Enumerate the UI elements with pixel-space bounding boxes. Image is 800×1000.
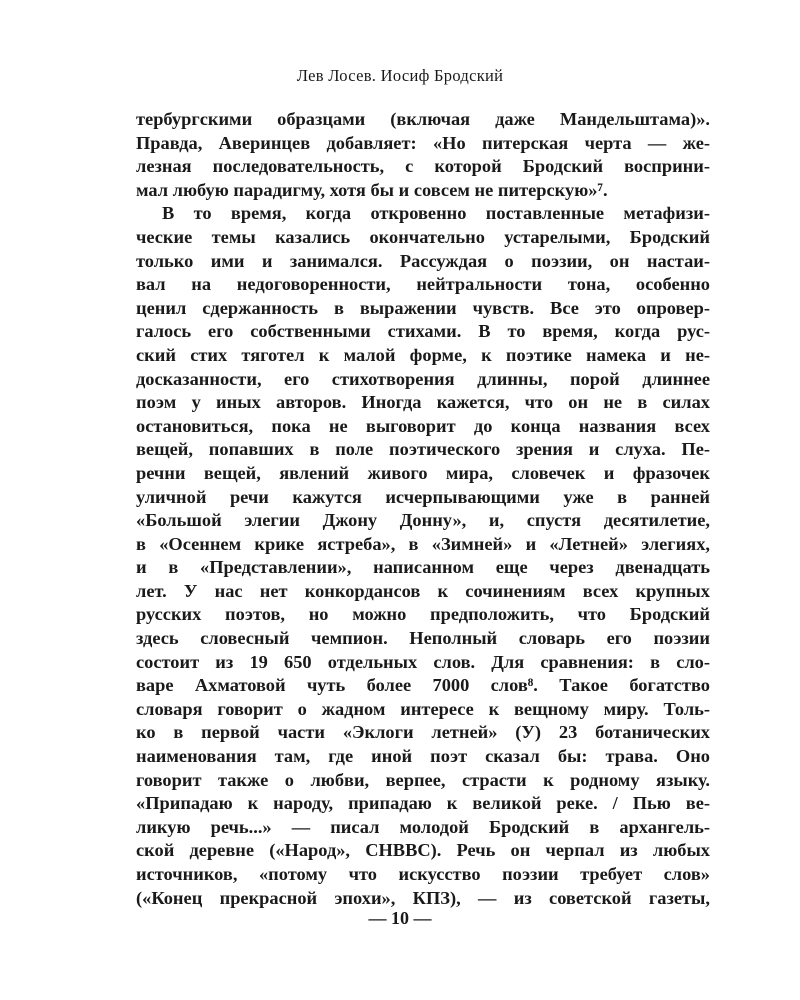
text-line: лезная последовательность, с которой Бродский восприни- (136, 156, 710, 177)
text-line: ко в первой части «Эклоги летней» (У) 23 ботанических (136, 722, 710, 743)
paragraph-start-line: В то время, когда откровенно поставленные метафизи- (162, 203, 710, 224)
text-line: ценил сдержанность в выражении чувств. Все это опровер- (136, 297, 710, 318)
text-line: наименования там, где иной поэт сказал бы: трава. Оно (136, 746, 710, 767)
text-line: поэм у иных авторов. Иногда кажется, что он не в силах (136, 392, 710, 413)
text-line: говорит также о любви, верпее, страсти к родному языку. (136, 769, 710, 790)
running-head: Лев Лосев. Иосиф Бродский (296, 66, 504, 85)
text-line: только ими и занимался. Рассуждая о поэзии, он настаи- (136, 250, 710, 271)
text-line: лет. У нас нет конкордансов к сочинениям всех крупных (136, 580, 710, 601)
text-line: тербургскими образцами (включая даже Мандельштама)». (136, 109, 710, 129)
text-line: здесь словесный чемпион. Неполный словарь его поэзии (136, 628, 710, 649)
text-line: («Конец прекрасной эпохи», КПЗ), — из советской газеты, (136, 887, 710, 908)
text-line: досказанности, его стихотворения длинны, порой длиннее (136, 368, 710, 389)
text-line: «Большой элегии Джону Донну», и, спустя десятилетие, (136, 510, 710, 531)
text-line: словаря говорит о жадном интересе к вещному миру. Толь- (136, 698, 710, 719)
text-line: в «Осеннем крике ястреба», в «Зимней» и «Летней» элегиях, (136, 533, 710, 554)
text-line: ский стих тяготел к малой форме, к поэтике намека и не- (136, 344, 710, 365)
text-line: и в «Представлении», написанном еще через двенадцать (136, 557, 710, 578)
text-line: ской деревне («Народ», СНВВС). Речь он черпал из любых (136, 840, 710, 861)
text-line: уличной речи кажутся исчерпывающими уже в ранней (136, 486, 710, 507)
text-line: «Припадаю к народу, припадаю к великой реке. / Пью ве- (136, 793, 710, 814)
text-line: ликую речь...» — писал молодой Бродский в архангель- (136, 816, 710, 837)
text-line: галось его собственными стихами. В то время, когда рус- (136, 321, 710, 342)
text-line: речни вещей, явлений живого мира, словечек и фразочек (136, 462, 710, 483)
text-line: русских поэтов, но можно предположить, что Бродский (136, 604, 710, 625)
text-line: ческие темы казались окончательно устарелыми, Бродский (136, 226, 710, 247)
text-line: остановиться, пока не выговорит до конца названия всех (136, 415, 710, 436)
text-line: источников, «потому что искусство поэзии требует слов» (136, 864, 710, 884)
body-text (136, 108, 710, 910)
text-line: вещей, попавших в поле поэтического зрения и слуха. Пе- (136, 439, 710, 460)
text-line: вал на недоговоренности, нейтральности тона, особенно (136, 274, 710, 295)
text-line: варе Ахматовой чуть более 7000 слов⁸. Такое богатство (136, 675, 710, 696)
text-line: Правда, Аверинцев добавляет: «Но питерская черта — же- (136, 132, 710, 153)
page-number: — 10 — (368, 908, 432, 928)
text-line: мал любую парадигму, хотя бы и совсем не питерскую»⁷. (136, 179, 608, 200)
text-line: состоит из 19 650 отдельных слов. Для сравнения: в сло- (136, 651, 710, 672)
